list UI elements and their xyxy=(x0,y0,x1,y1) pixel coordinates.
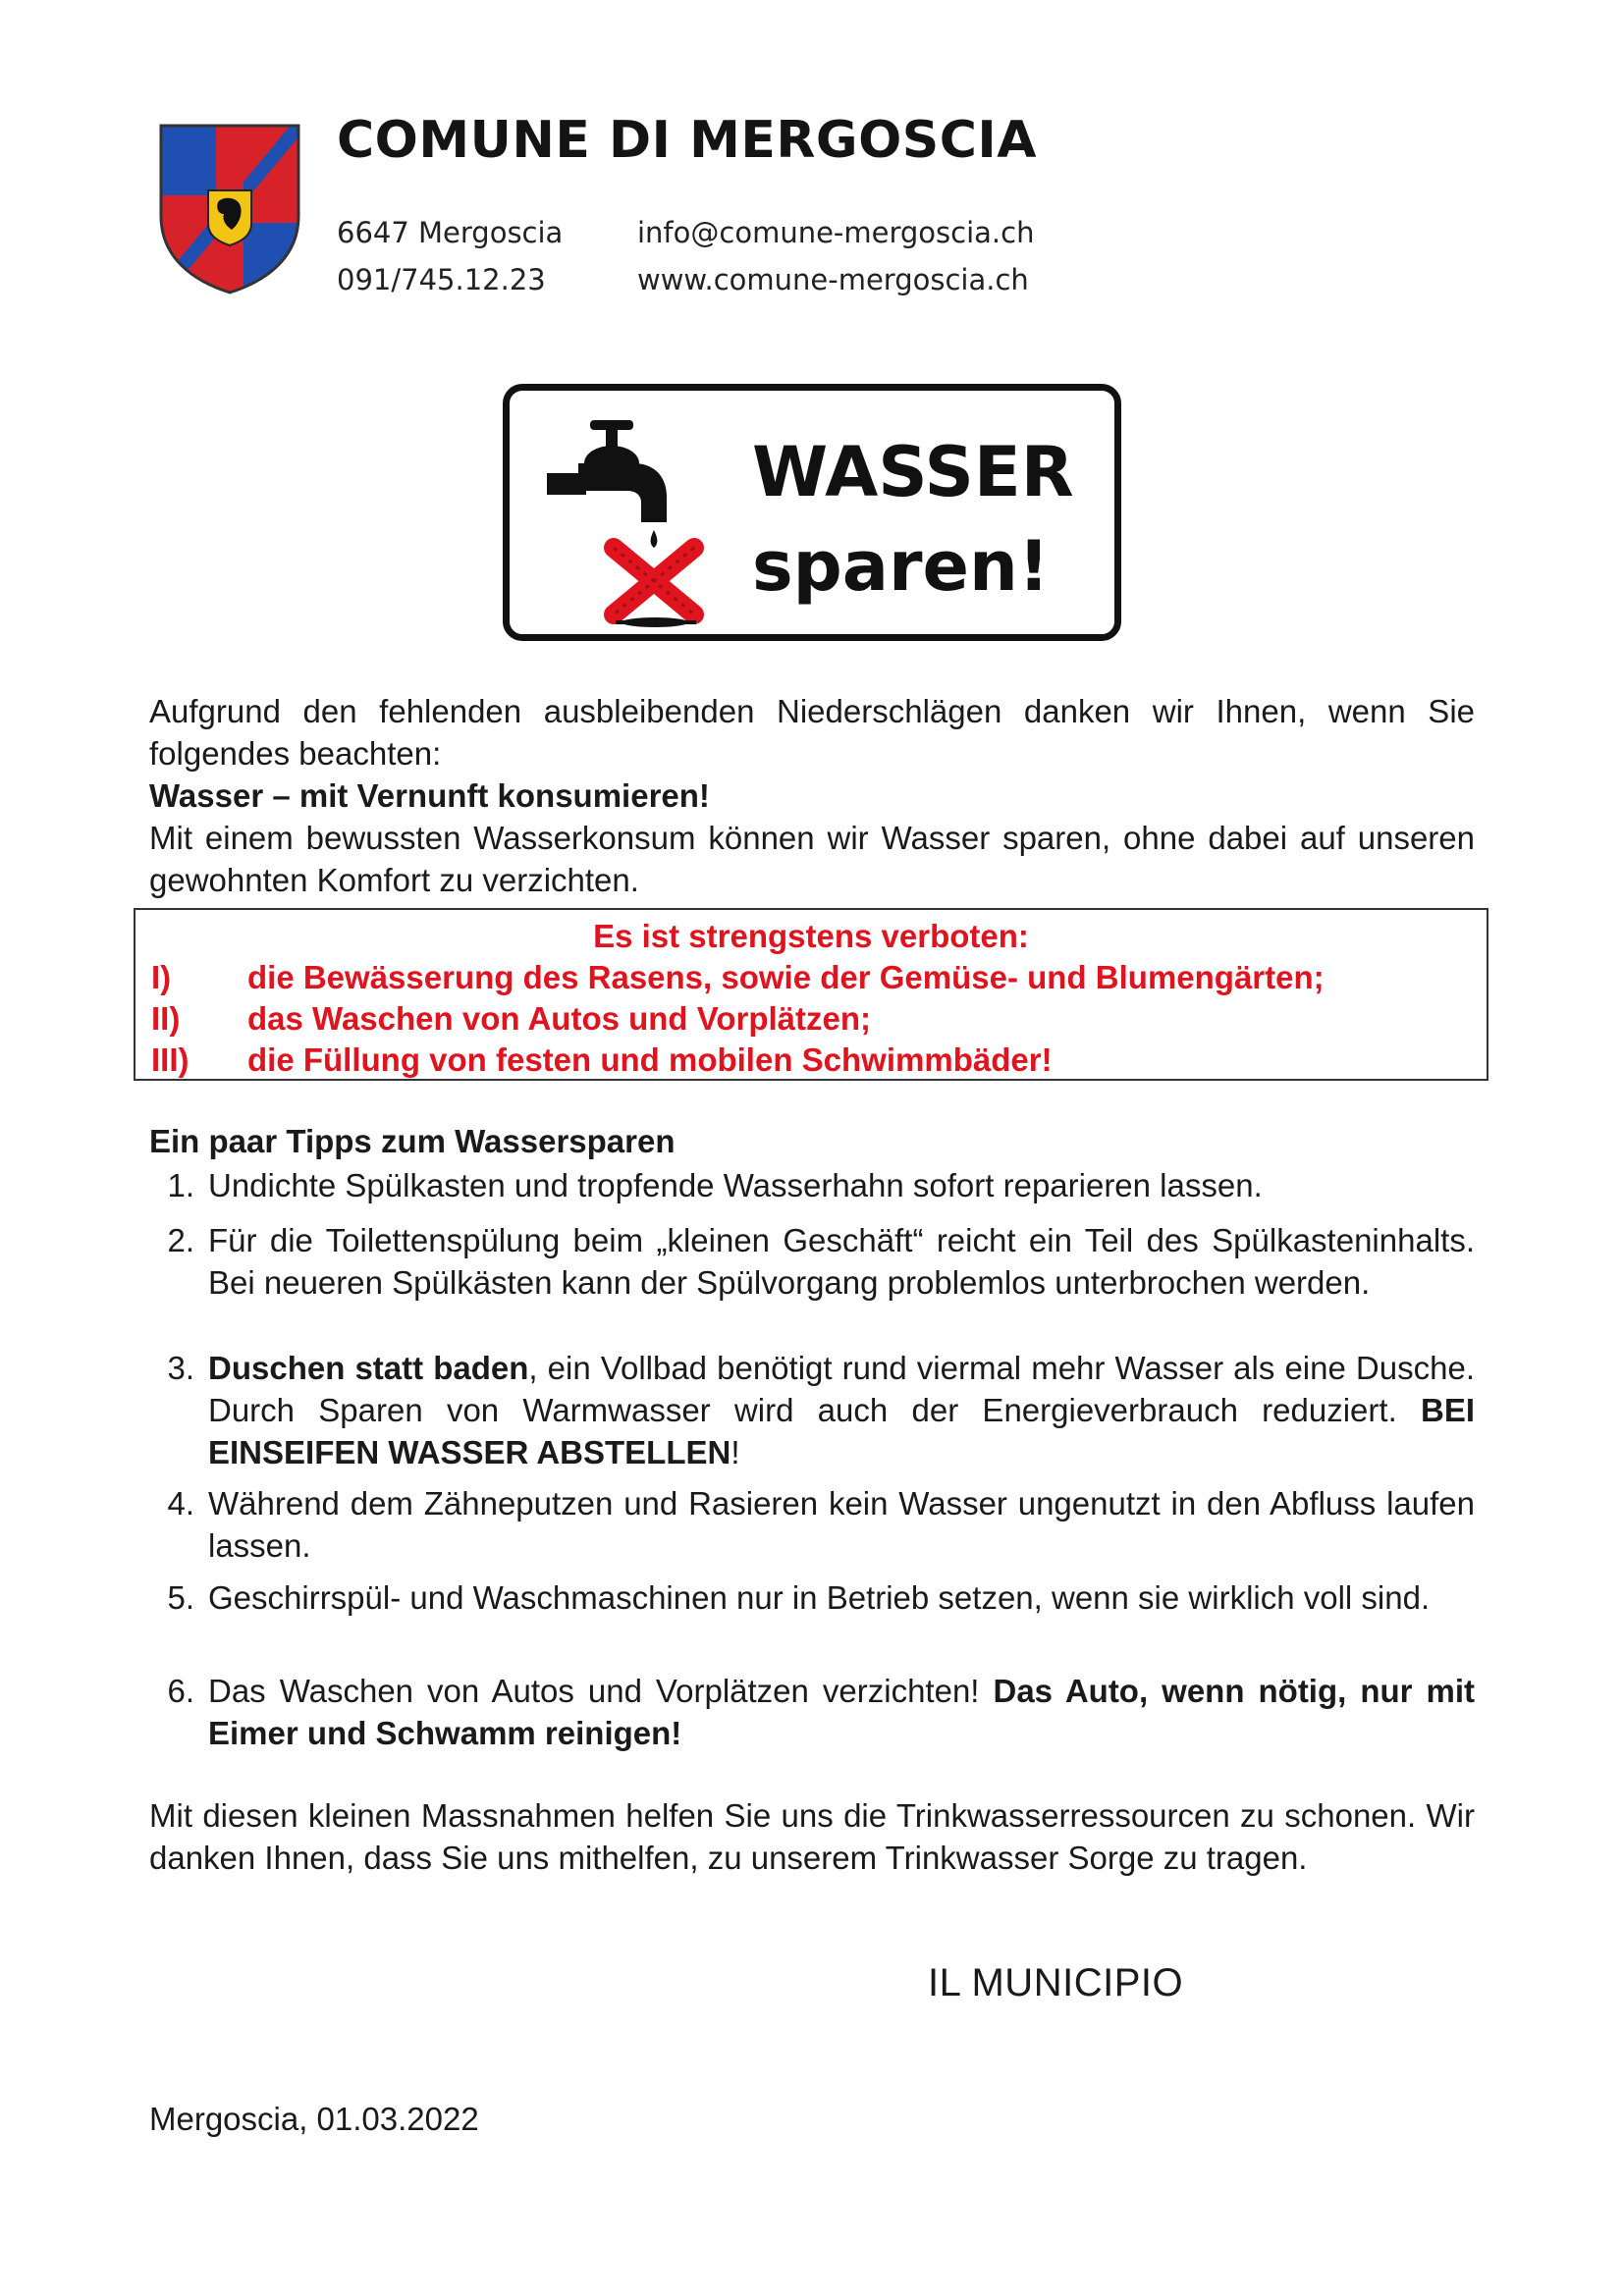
tip-item xyxy=(149,1347,1475,1473)
intro-paragraph: Aufgrund den fehlenden ausbleibenden Niederschlägen danken wir Ihnen, wenn Sie folgendes beachten: xyxy=(149,693,1475,772)
prohibition-item xyxy=(151,959,1325,996)
tip-number: 6. xyxy=(167,1673,194,1709)
prohibition-number: I) xyxy=(151,959,172,995)
tip-item xyxy=(149,1576,1475,1619)
tip-number: 1. xyxy=(167,1167,194,1203)
tip-text: Für die Toilettenspülung beim „kleinen Geschäft“ reicht ein Teil des Spülkasteninhalts. Bei neueren Spülkästen kann der Spülvorgang problemlos unterbrochen werden. xyxy=(208,1222,1475,1301)
address: 6647 Mergoscia xyxy=(337,216,564,249)
phone-number: 091/745.12.23 xyxy=(337,263,546,296)
coat-of-arms-icon xyxy=(157,122,302,296)
faucet-icon xyxy=(539,412,735,628)
tip-text: Duschen statt baden, ein Vollbad benötigt rund viermal mehr Wasser als eine Dusche. Durch Sparen von Warmwasser wird auch der Energieverbrauch reduziert. BEI EINSEIFEN WASSER ABSTELLEN! xyxy=(208,1350,1475,1470)
intro-paragraph-2: Mit einem bewussten Wasserkonsum können wir Wasser sparen, ohne dabei auf unseren gewohnten Komfort zu verzichten. xyxy=(149,820,1475,898)
intro-headline: Wasser – mit Vernunft konsumieren! xyxy=(149,777,710,814)
sign-text-save: sparen! xyxy=(752,526,1050,607)
date: Mergoscia, 01.03.2022 xyxy=(149,2101,479,2137)
prohibition-text: die Bewässerung des Rasens, sowie der Gemüse- und Blumengärten; xyxy=(247,959,1325,995)
prohibition-number: III) xyxy=(151,1041,189,1078)
municipality-title: COMUNE DI MERGOSCIA xyxy=(337,111,1037,170)
prohibition-item xyxy=(151,1041,1053,1079)
tip-number: 2. xyxy=(167,1222,194,1258)
website-link[interactable]: www.comune-mergoscia.ch xyxy=(637,263,1029,296)
tip-number: 4. xyxy=(167,1485,194,1522)
prohibition-text: die Füllung von festen und mobilen Schwimmbäder! xyxy=(247,1041,1053,1078)
tips-heading: Ein paar Tipps zum Wassersparen xyxy=(149,1123,676,1159)
tip-item xyxy=(149,1219,1475,1304)
tip-text: Undichte Spülkasten und tropfende Wasserhahn sofort reparieren lassen. xyxy=(208,1167,1263,1203)
email-link[interactable]: info@comune-mergoscia.ch xyxy=(637,216,1035,249)
closing-paragraph: Mit diesen kleinen Massnahmen helfen Sie uns die Trinkwasserressourcen zu schonen. Wir danken Ihnen, dass Sie uns mithelfen, zu unserem Trinkwasser Sorge zu tragen. xyxy=(149,1797,1475,1876)
tip-text: Während dem Zähneputzen und Rasieren kein Wasser ungenutzt in den Abfluss laufen lassen. xyxy=(208,1485,1475,1564)
tip-number: 3. xyxy=(167,1350,194,1386)
tip-text: Das Waschen von Autos und Vorplätzen verzichten! Das Auto, wenn nötig, nur mit Eimer und Schwamm reinigen! xyxy=(208,1673,1475,1751)
save-water-sign xyxy=(503,384,1121,641)
tip-item xyxy=(149,1670,1475,1754)
tip-item xyxy=(149,1164,1475,1206)
sign-text-water: WASSER xyxy=(752,432,1074,512)
tip-item xyxy=(149,1482,1475,1567)
prohibition-box xyxy=(134,908,1488,1081)
tip-text: Geschirrspül- und Waschmaschinen nur in Betrieb setzen, wenn sie wirklich voll sind. xyxy=(208,1579,1431,1616)
tip-number: 5. xyxy=(167,1579,194,1616)
signature: IL MUNICIPIO xyxy=(928,1961,1184,2004)
prohibition-number: II) xyxy=(151,1000,181,1037)
prohibition-text: das Waschen von Autos und Vorplätzen; xyxy=(247,1000,871,1037)
prohibition-heading: Es ist strengstens verboten: xyxy=(593,918,1029,954)
prohibition-item xyxy=(151,1000,871,1038)
